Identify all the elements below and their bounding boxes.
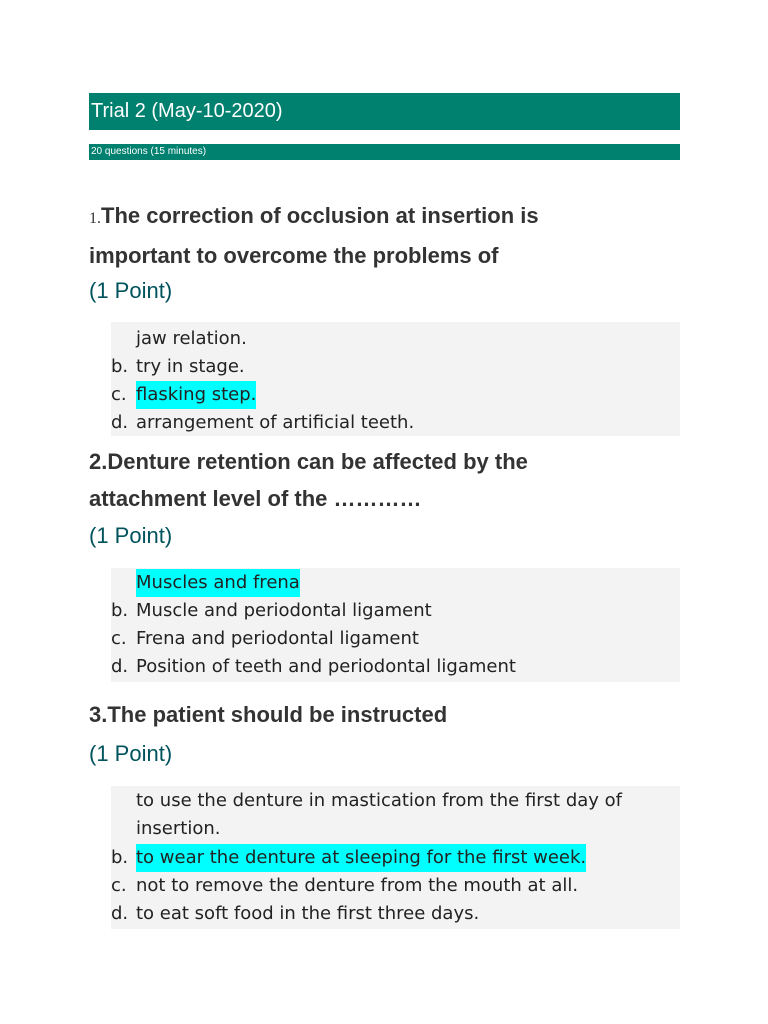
question-2-option-c[interactable] bbox=[111, 625, 419, 653]
question-2-option-d[interactable] bbox=[111, 653, 516, 681]
question-3-option-d[interactable] bbox=[111, 900, 479, 928]
option-text: insertion. bbox=[136, 818, 221, 839]
option-text: arrangement of artificial teeth. bbox=[136, 412, 415, 433]
question-2-number: 2. bbox=[89, 449, 108, 474]
option-letter: b. bbox=[111, 356, 129, 377]
question-2-line2: attachment level of the ………… bbox=[89, 486, 422, 511]
question-2-line1: Denture retention can be affected by the bbox=[107, 449, 528, 474]
question-1-line2: important to overcome the problems of bbox=[89, 243, 499, 268]
question-3-options bbox=[111, 786, 680, 929]
option-letter: d. bbox=[111, 656, 129, 677]
question-1-options bbox=[111, 322, 680, 436]
option-letter: d. bbox=[111, 903, 129, 924]
question-1-line1: The correction of occlusion at insertion is bbox=[101, 203, 539, 228]
option-text: not to remove the denture from the mouth at all. bbox=[136, 875, 579, 896]
option-letter: c. bbox=[111, 875, 127, 896]
option-text-highlighted: to wear the denture at sleeping for the first week. bbox=[136, 844, 586, 872]
question-1-option-b[interactable] bbox=[111, 353, 245, 381]
option-text: try in stage. bbox=[136, 356, 245, 377]
option-text-highlighted: flasking step. bbox=[136, 381, 256, 409]
question-1-option-a[interactable] bbox=[136, 325, 247, 353]
question-1-points: (1 Point) bbox=[89, 278, 173, 303]
question-3-line1: The patient should be instructed bbox=[107, 702, 448, 727]
option-text: to use the denture in mastication from the first day of bbox=[136, 790, 623, 811]
option-text: Muscle and periodontal ligament bbox=[136, 600, 432, 621]
option-letter: c. bbox=[111, 384, 127, 405]
question-3-option-a-continued[interactable] bbox=[136, 815, 220, 843]
question-2-option-b[interactable] bbox=[111, 597, 432, 625]
option-text: jaw relation. bbox=[136, 328, 247, 349]
option-letter: c. bbox=[111, 628, 127, 649]
quiz-subtitle-bar bbox=[89, 144, 680, 160]
question-2-options bbox=[111, 568, 680, 682]
question-2-text bbox=[89, 443, 689, 517]
question-3-number: 3. bbox=[89, 702, 108, 727]
question-3-option-b[interactable] bbox=[111, 844, 586, 872]
option-text: to eat soft food in the first three days. bbox=[136, 903, 480, 924]
quiz-subtitle: 20 questions (15 minutes) bbox=[91, 146, 207, 157]
option-letter: b. bbox=[111, 847, 129, 868]
question-3-option-c[interactable] bbox=[111, 872, 578, 900]
question-3-text bbox=[89, 696, 689, 733]
question-2-option-a[interactable] bbox=[136, 569, 300, 597]
question-1-number: 1. bbox=[89, 210, 101, 227]
option-text: Frena and periodontal ligament bbox=[136, 628, 419, 649]
question-1-text bbox=[89, 197, 689, 274]
option-letter: d. bbox=[111, 412, 129, 433]
option-letter: b. bbox=[111, 600, 129, 621]
question-1-option-c[interactable] bbox=[111, 381, 256, 409]
option-text: Position of teeth and periodontal ligament bbox=[136, 656, 516, 677]
question-3-option-a[interactable] bbox=[136, 787, 622, 815]
quiz-title-bar bbox=[89, 93, 680, 130]
question-2-points: (1 Point) bbox=[89, 523, 173, 548]
question-1-option-d[interactable] bbox=[111, 409, 414, 437]
quiz-title: Trial 2 (May-10-2020) bbox=[91, 100, 283, 122]
question-3-points: (1 Point) bbox=[89, 741, 173, 766]
option-text-highlighted: Muscles and frena bbox=[136, 569, 300, 597]
